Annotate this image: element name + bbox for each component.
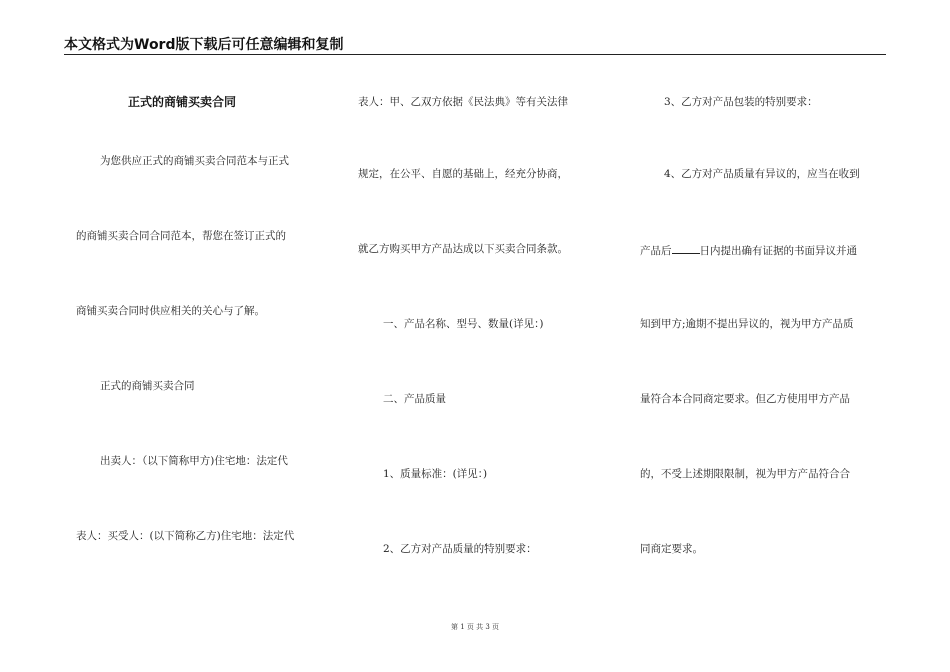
fill-in-blank [672,243,700,254]
paragraph-line: 就乙方购买甲方产品达成以下买卖合同条款。 [358,243,568,255]
paragraph-line: 知到甲方;逾期不提出异议的，视为甲方产品质 [640,318,854,330]
paragraph-line: 的商铺买卖合同合同范本，帮您在签订正式的 [76,230,286,242]
paragraph-line: 的，不受上述期限限制，视为甲方产品符合合 [640,468,850,480]
paragraph-line: 量符合本合同商定要求。但乙方使用甲方产品 [640,393,850,405]
section-heading: 一、产品名称、型号、数量(详见：) [383,318,544,330]
paragraph-line: 出卖人：（以下简称甲方)住宅地：法定代 [100,455,288,467]
paragraph-line: 正式的商铺买卖合同 [100,380,195,392]
document-header: 本文格式为Word版下载后可任意编辑和复制 [64,37,344,53]
header-divider [64,54,886,55]
paragraph-line: 表人：甲、乙双方依据《民法典》等有关法律 [358,96,568,108]
paragraph-line: 同商定要求。 [640,543,703,555]
paragraph-line: 表人：买受人：(以下简称乙方)住宅地：法定代 [76,530,295,542]
paragraph-text: 日内提出确有证据的书面异议并通 [699,245,857,257]
paragraph-line: 2、乙方对产品质量的特别要求： [383,543,537,555]
paragraph-line: 商铺买卖合同时供应相关的关心与了解。 [76,305,265,317]
paragraph-line: 为您供应正式的商铺买卖合同范本与正式 [100,155,289,167]
paragraph-line: 1、质量标准：(详见：) [383,468,488,480]
page-number: 第 1 页 共 3 页 [450,623,500,631]
section-heading: 二、产品质量 [383,393,446,405]
paragraph-line-with-blank [640,243,857,257]
paragraph-line: 规定，在公平、自愿的基础上，经充分协商， [358,168,568,180]
contract-title: 正式的商铺买卖合同 [128,95,237,109]
paragraph-text: 产品后 [640,245,672,257]
paragraph-line: 3、乙方对产品包装的特别要求： [664,96,818,108]
paragraph-line: 4、乙方对产品质量有异议的，应当在收到 [664,168,860,180]
